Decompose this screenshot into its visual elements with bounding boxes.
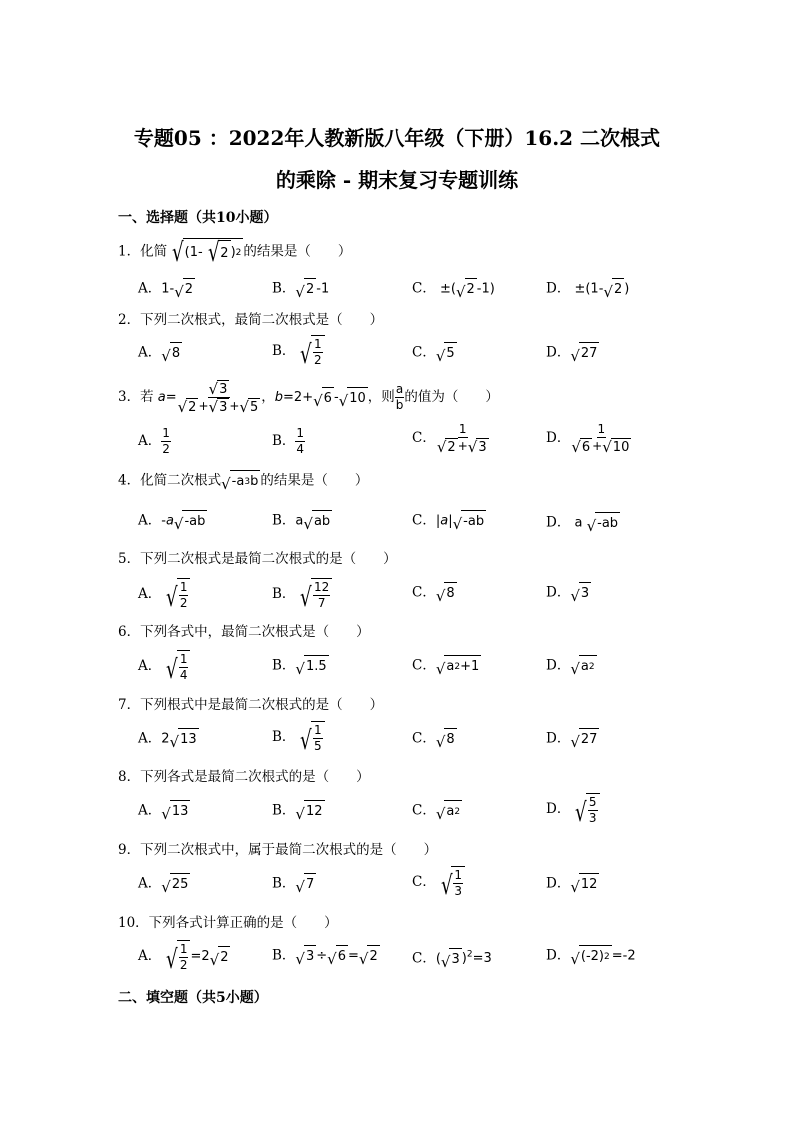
q3-option-b[interactable]: B． $\frac{1}{4}$	[272, 426, 305, 456]
q1-option-d[interactable]: D． ±(1- √ 2 )	[546, 278, 629, 300]
q5-option-b[interactable]: B． √ $\frac{12}{7}$	[272, 578, 332, 611]
section-heading-fill: 二、填空题（共5小题）	[118, 990, 268, 1006]
question-3: 3．若 a= √ 3 √ 2 + √ 3 + √ 5 ，b=2+ √ 6 - √ 10 ，则 $\frac{a}{b}$ 的值为（ ）	[118, 380, 499, 416]
q3-option-a[interactable]: A． $\frac{1}{2}$	[138, 426, 170, 456]
q8-option-c[interactable]: C． √ a 2	[412, 800, 462, 822]
question-1: 1．化简 √ (1- √ 2 ) 2 的结果是（ ）	[118, 238, 352, 268]
question-10: 10．下列各式计算正确的是（ ）	[118, 915, 338, 931]
q9-option-d[interactable]: D． √ 12	[546, 873, 599, 895]
question-9: 9．下列二次根式中，属于最简二次根式的是（ ）	[118, 842, 438, 858]
q7-option-d[interactable]: D． √ 27	[546, 728, 599, 750]
q8-option-b[interactable]: B． √ 12	[272, 800, 325, 822]
q5-option-a[interactable]: A． √ $\frac{1}{2}$	[138, 578, 190, 611]
q6-option-b[interactable]: B． √ 1.5	[272, 655, 329, 677]
q4-option-d[interactable]: D． a √ -ab	[546, 512, 620, 534]
question-6: 6．下列各式中，最简二次根式是（ ）	[118, 624, 370, 640]
question-5: 5．下列二次根式是最简二次根式的是（ ）	[118, 551, 397, 567]
q10-option-d[interactable]: D． √ (-2) 2 =-2	[546, 945, 636, 967]
q4-option-c[interactable]: C．|a| √ -ab	[412, 510, 486, 532]
q10-option-b[interactable]: B． √ 3 ÷ √ 6 = √ 2	[272, 945, 380, 967]
section-heading-choice: 一、选择题（共10小题）	[118, 210, 278, 226]
q7-option-c[interactable]: C． √ 8	[412, 728, 457, 750]
q10-option-c[interactable]: C．( √ 3 )$^2$=3	[412, 945, 492, 970]
q6-option-a[interactable]: A． √ $\frac{1}{4}$	[138, 650, 190, 683]
q4-option-a[interactable]: A．-a √ -ab	[138, 510, 207, 532]
q3-option-c[interactable]: C． 1 √ 2 + √ 3	[412, 422, 487, 456]
q5-option-c[interactable]: C． √ 8	[412, 582, 457, 604]
q2-option-b[interactable]: B． √ $\frac{1}{2}$	[272, 335, 325, 368]
q7-option-b[interactable]: B． √ $\frac{1}{5}$	[272, 721, 325, 754]
q2-option-c[interactable]: C． √ 5	[412, 342, 457, 364]
page-title-line1: 专题05 ：2022年人教新版八年级（下册）16.2 二次根式	[133, 126, 661, 150]
radical: √ (1- √ 2 ) 2	[172, 238, 242, 268]
q9-option-b[interactable]: B． √ 7	[272, 873, 316, 895]
question-4: 4．化简二次根式 √ -a 3 b 的结果是（ ）	[118, 470, 368, 492]
q6-option-c[interactable]: C． √ a 2 +1	[412, 655, 481, 677]
question-8: 8．下列各式是最简二次根式的是（ ）	[118, 769, 370, 785]
q7-option-a[interactable]: A．2 √ 13	[138, 728, 199, 750]
q6-option-d[interactable]: D． √ a 2	[546, 655, 597, 677]
q1-option-c[interactable]: C． ±( √ 2 -1)	[412, 278, 495, 300]
q8-option-d[interactable]: D． √ $\frac{5}{3}$	[546, 793, 600, 826]
question-7: 7．下列根式中是最简二次根式的是（ ）	[118, 697, 384, 713]
q2-option-a[interactable]: A． √ 8	[138, 342, 182, 364]
q4-option-b[interactable]: B．a √ ab	[272, 510, 332, 532]
q9-option-a[interactable]: A． √ 25	[138, 873, 190, 895]
q8-option-a[interactable]: A． √ 13	[138, 800, 190, 822]
q3-option-d[interactable]: D． 1 √ 6 + √ 10	[546, 422, 630, 456]
q1-option-b[interactable]: B． √ 2 -1	[272, 278, 329, 300]
q2-option-d[interactable]: D． √ 27	[546, 342, 599, 364]
question-2: 2．下列二次根式，最简二次根式是（ ）	[118, 312, 384, 328]
q10-option-a[interactable]: A． √ $\frac{1}{2}$ =2 √ 2	[138, 942, 229, 975]
page-title-line2: 的乘除 - 期末复习专题训练	[275, 168, 519, 192]
q1-option-a[interactable]: A．1- √ 2	[138, 278, 195, 300]
q9-option-c[interactable]: C． √ $\frac{1}{3}$	[412, 866, 465, 899]
q5-option-d[interactable]: D． √ 3	[546, 582, 591, 604]
